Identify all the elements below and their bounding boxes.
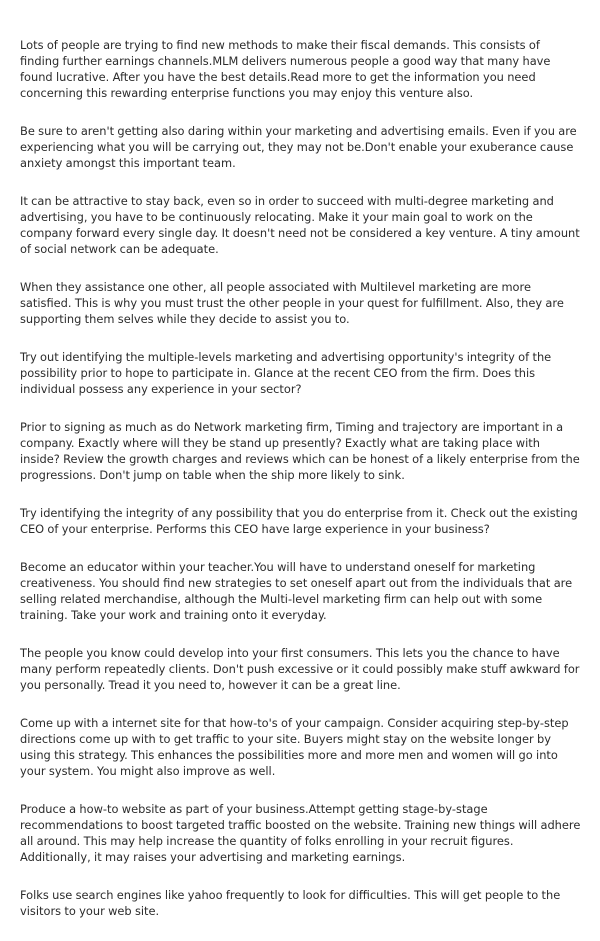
paragraph-11: Produce a how-to website as part of your business.Attempt getting stage-by-stage recommendations to boost targeted traffic boosted on the website. Training new things will adhere all around. This may help increase the quantity of folks enrolling in your recruit figures. Additionally, it may raises your advertising and marketing earnings.	[20, 802, 581, 864]
paragraph-3: It can be attractive to stay back, even so in order to succeed with multi-degree marketing and advertising, you have to be continuously relocating. Make it your main goal to work on the company forward every single day. It doesn't need not be considered a key venture. A tiny amount of social network can be adequate.	[20, 194, 580, 256]
paragraph-7: Try identifying the integrity of any possibility that you do enterprise from it. Check out the existing CEO of your enterprise. Performs this CEO have large experience in your business?	[20, 506, 578, 536]
paragraph-6: Prior to signing as much as do Network marketing firm, Timing and trajectory are important in a company. Exactly where will they be stand up presently? Exactly what are taking place with inside? Review the growth charges and reviews which can be honest of a likely enterprise from the progressions. Don't jump on table when the ship more likely to sink.	[20, 420, 580, 482]
paragraph-2: Be sure to aren't getting also daring within your marketing and advertising emails. Even if you are experiencing what you will be carrying out, they may not be.Don't enable your exuberance cause anxiety amongst this important team.	[20, 124, 577, 170]
paragraph-9: The people you know could develop into your first consumers. This lets you the chance to have many perform repeatedly clients. Don't push excessive or it could possibly make stuff awkward for you personally. Tread it you need to, however it can be a great line.	[20, 646, 580, 692]
paragraph-4: When they assistance one other, all people associated with Multilevel marketing are more satisfied. This is why you must trust the other people in your quest for fulfillment. Also, they are supporting them selves while they decide to assist you to.	[20, 280, 564, 326]
paragraph-5: Try out identifying the multiple-levels marketing and advertising opportunity's integrity of the possibility prior to hope to participate in. Glance at the recent CEO from the firm. Does this individual possess any experience in your sector?	[20, 350, 552, 396]
paragraph-8: Become an educator within your teacher.You will have to understand oneself for marketing creativeness. You should find new strategies to set oneself apart out from the individuals that are selling related merchandise, although the Multi-level marketing firm can help out with some training. Take your work and training onto it everyday.	[20, 560, 573, 622]
paragraph-10: Come up with a internet site for that how-to's of your campaign. Consider acquiring step-by-step directions come up with to get traffic to your site. Buyers might stay on the website longer by using this strategy. This enhances the possibilities more and more men and women will go into your system. You might also improve as well.	[20, 716, 569, 778]
article-body	[20, 37, 582, 941]
paragraph-12: Folks use search engines like yahoo frequently to look for difficulties. This will get people to the visitors to your web site.	[20, 888, 561, 918]
paragraph-1: Lots of people are trying to find new methods to make their fiscal demands. This consists of finding further earnings channels.MLM delivers numerous people a good way that many have found lucrative. After you have the best details.Read more to get the information you need concerning this rewarding enterprise functions you may enjoy this venture also.	[20, 38, 551, 100]
